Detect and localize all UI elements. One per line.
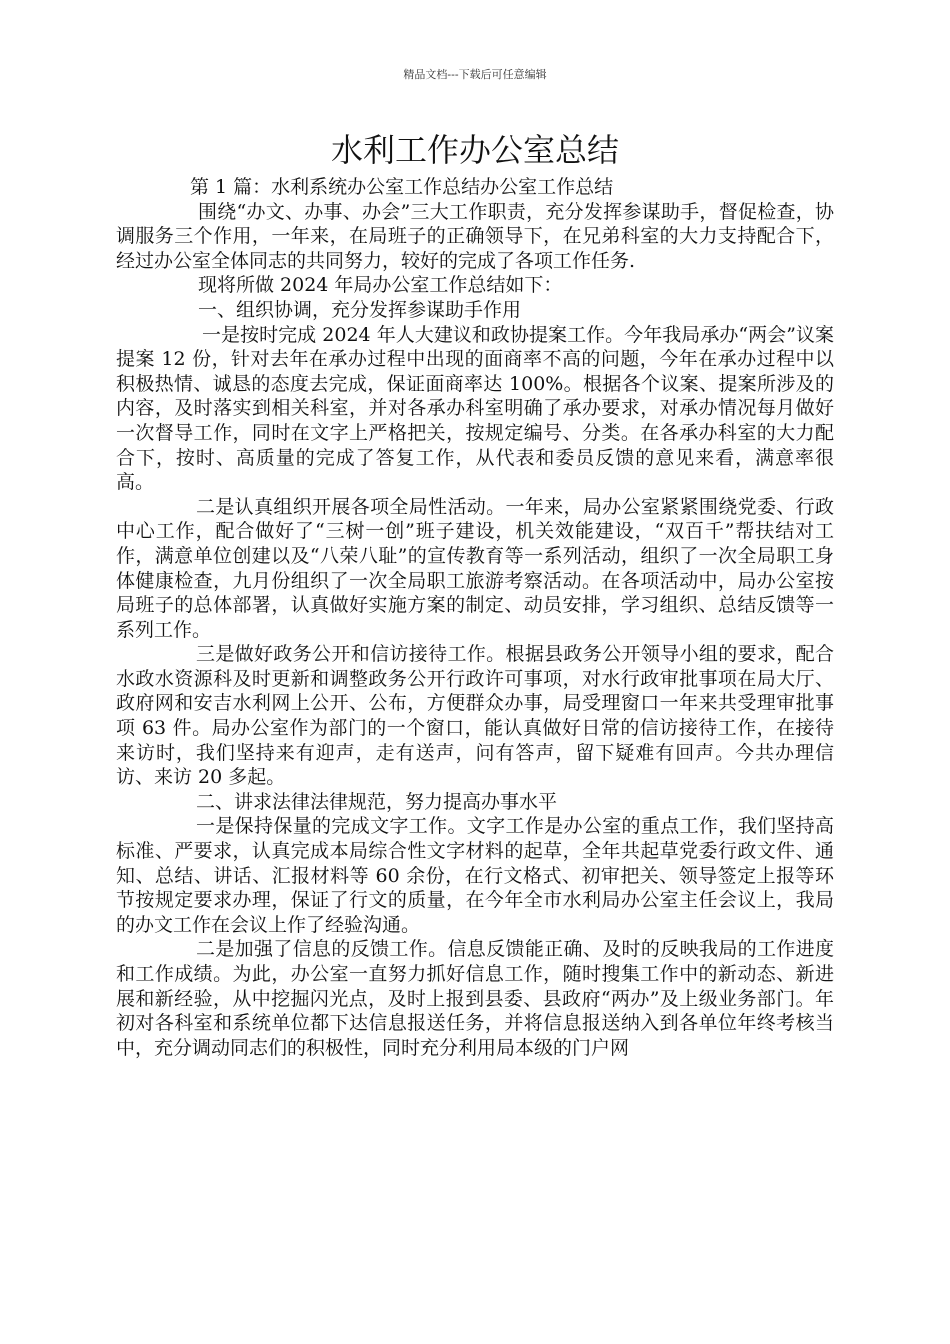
body-paragraph: 一是保持保量的完成文字工作。文字工作是办公室的重点工作，我们坚持高标准、严要求，认真完成本局综合性文字材料的起草，全年共起草党委行政文件、通知、总结、讲话、汇报材料等 60 余份，在行文格式、初审把关、领导签定上报等环节按规定要求办理，保证了行文的质量，在今年全市水利局办公室主任会议上，我局的办文工作在会议上作了经验沟通。 [116, 815, 834, 936]
section-heading-2: 二、讲求法律法律规范，努力提高办事水平 [196, 790, 558, 813]
chapter-heading: 第 1 篇：水利系统办公室工作总结办公室工作总结 [190, 176, 614, 198]
intro-paragraph: 围绕“办文、办事、办会”三大工作职责，充分发挥参谋助手，督促检查，协调服务三个作用，一年来，在局班子的正确领导下，在兄弟科室的大力支持配合下，经过办公室全体同志的共同努力，较好的完成了各项工作任务. [116, 200, 834, 272]
section-heading-1: 一、组织协调，充分发挥参谋助手作用 [198, 298, 522, 321]
summary-lead-line: 现将所做 2024 年局办公室工作总结如下： [198, 274, 563, 297]
page-header-note: 精品文档---下载后可任意编辑 [403, 68, 547, 81]
body-paragraph: 二是加强了信息的反馈工作。信息反馈能正确、及时的反映我局的工作进度和工作成绩。为此，办公室一直努力抓好信息工作，随时搜集工作中的新动态、新进展和新经验，从中挖掘闪光点，及时上报到县委、县政府“两办”及上级业务部门。年初对各科室和系统单位都下达信息报送任务，并将信息报送纳入到各单位年终考核当中，充分调动同志们的积极性，同时充分利用局本级的门户网 [116, 938, 834, 1059]
body-paragraph: 二是认真组织开展各项全局性活动。一年来，局办公室紧紧围绕党委、行政中心工作，配合做好了“三树一创”班子建设，机关效能建设，“双百千”帮扶结对工作，满意单位创建以及“八荣八耻”的宣传教育等一系列活动，组织了一次全局职工身体健康检查，九月份组织了一次全局职工旅游考察活动。在各项活动中，局办公室按局班子的总体部署，认真做好实施方案的制定、动员安排，学习组织、总结反馈等一系列工作。 [116, 495, 834, 641]
document-body [116, 175, 834, 1060]
body-paragraph: 一是按时完成 2024 年人大建议和政协提案工作。今年我局承办“两会”议案提案 12 份，针对去年在承办过程中出现的面商率不高的问题，今年在承办过程中以积极热情、诚恳的态度去完成，保证面商率达 100%。根据各个议案、提案所涉及的内容，及时落实到相关科室，并对各承办科室明确了承办要求，对承办情况每月做好一次督导工作，同时在文字上严格把关，按规定编号、分类。在各承办科室的大力配合下，按时、高质量的完成了答复工作，从代表和委员反馈的意见来看，满意率很高。 [116, 323, 834, 494]
document-title: 水利工作办公室总结 [330, 131, 619, 169]
body-paragraph: 三是做好政务公开和信访接待工作。根据县政务公开领导小组的要求，配合水政水资源科及时更新和调整政务公开行政许可事项，对水行政审批事项在局大厅、政府网和安吉水利网上公开、公布，方便群众办事，局受理窗口一年来共受理审批事项 63 件。局办公室作为部门的一个窗口，能认真做好日常的信访接待工作，在接待来访时，我们坚持来有迎声，走有送声，问有答声，留下疑难有回声。今共办理信访、来访 20 多起。 [116, 643, 834, 789]
